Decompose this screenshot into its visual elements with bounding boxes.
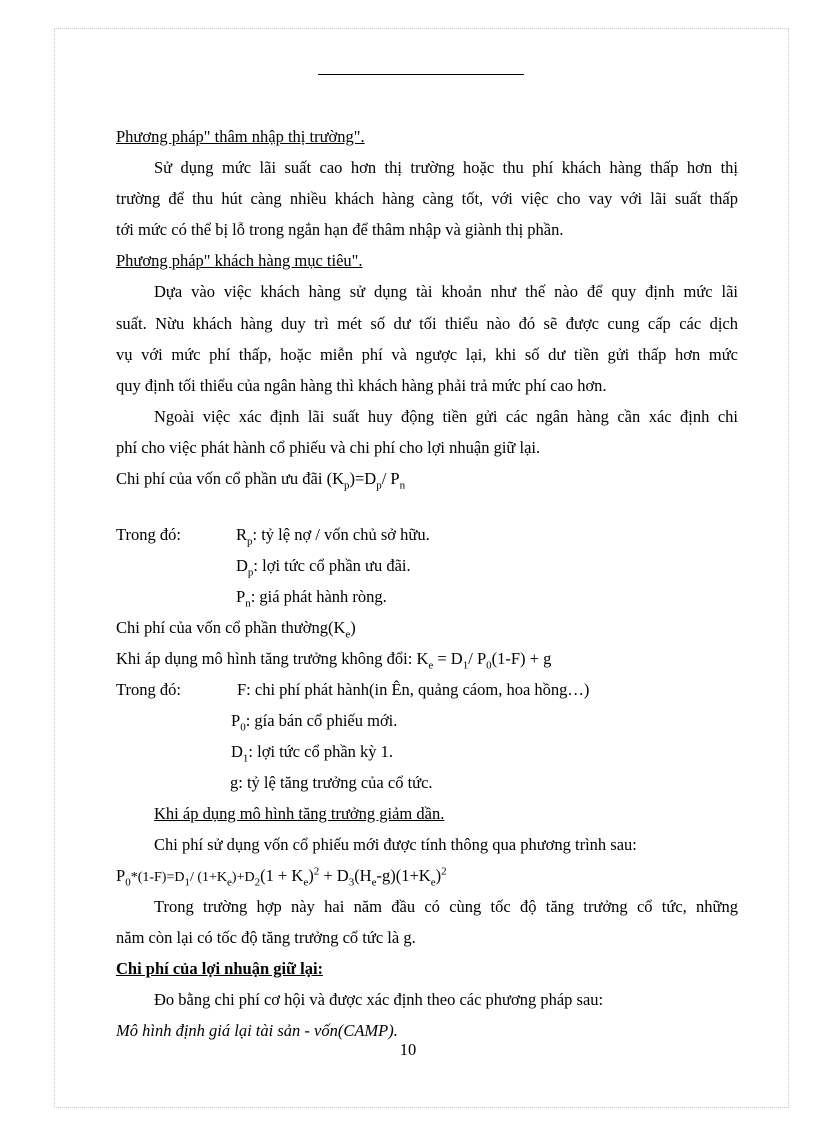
page-number: 10: [399, 1040, 417, 1059]
definition-g: g: tỷ lệ tăng trưởng của cổ tức.: [230, 773, 433, 792]
declining-growth-formula: $P_0*(1-F)=D_1/$ $(1+K_e)+D_2(1 + K_e)^2 + D_3(H_e-g)(1+K_e)^2$: [116, 865, 447, 889]
definition-p0: $P_0$: gía bán cổ phiếu mới.: [231, 711, 398, 734]
paragraph-line: tới mức có thể bị lỗ trong ngắn hạn để thâm nhập và giành thị phần.: [116, 220, 564, 239]
heading-target-customer: Phương pháp" khách hàng mục tiêu".: [116, 251, 363, 270]
header-rule: [318, 74, 524, 75]
constant-growth-formula: Khi áp dụng mô hình tăng trưởng không đổi: $K_e = D_1/$ $P_0(1-F) + g$: [116, 649, 552, 672]
paragraph-line: Đo bằng chi phí cơ hội và được xác định theo các phương pháp sau:: [154, 990, 604, 1009]
common-equity-cost: Chi phí của vốn cổ phần $thường(K_e)$: [116, 618, 356, 641]
definition-pn: $P_n$: giá phát hành ròng.: [236, 587, 387, 610]
paragraph-line: suất. Nừu khách hàng duy trì mét số dư tối thiểu nào đó sẽ được cung cấp các dịch: [116, 314, 738, 333]
paragraph-line: Ngoài việc xác định lãi suất huy động tiền gửi các ngân hàng cần xác định chi: [154, 407, 738, 426]
paragraph-line: Sử dụng mức lãi suất cao hơn thị trường hoặc thu phí khách hàng thấp hơn thị: [154, 158, 738, 177]
paragraph-line: Dựa vào việc khách hàng sử dụng tài khoản như thế nào để quy định mức lãi: [154, 282, 738, 301]
heading-penetration: Phương pháp" thâm nhập thị trường".: [116, 127, 365, 146]
paragraph-line: Chi phí sử dụng vốn cổ phiếu mới được tính thông qua phương trình sau:: [154, 835, 637, 854]
where-label: Trong đó:: [116, 680, 181, 699]
preferred-cost-formula: Chi phí của vốn cổ phần ưu đãi $(K_p)=D_p/$ $P_n$: [116, 469, 406, 492]
definition-f: F: chi phí phát hành(in Ên, quảng cáom, hoa hồng…): [237, 680, 590, 699]
definition-d1: $D_1$: lợi tức cổ phần kỳ 1.: [231, 742, 394, 765]
paragraph-line: quy định tối thiểu của ngân hàng thì khách hàng phải trả mức phí cao hơn.: [116, 376, 607, 395]
where-label: Trong đó:: [116, 525, 181, 544]
camp-model-line: Mô hình định giá lại tài sản - vốn(CAMP).: [116, 1021, 398, 1040]
heading-declining-growth: Khi áp dụng mô hình tăng trưởng giảm dần.: [154, 804, 445, 823]
paragraph-line: năm còn lại có tốc độ tăng trưởng cổ tức là g.: [116, 928, 416, 947]
paragraph-line: vụ với mức phí thấp, hoặc miễn phí và ngược lại, khi số dư tiền gửi thấp hơn mức: [116, 345, 738, 364]
heading-retained-earnings: Chi phí của lợi nhuận giữ lại:: [116, 959, 324, 978]
paragraph-line: phí cho việc phát hành cổ phiếu và chi phí cho lợi nhuận giữ lại.: [116, 438, 541, 457]
definition-dp: $D_p$: lợi tức cổ phần ưu đãi.: [236, 556, 411, 579]
paragraph-line: Trong trường hợp này hai năm đầu có cùng tốc độ tăng trưởng cổ tức, những: [154, 897, 738, 916]
definition-rp: $R_p$: tỷ lệ nợ / vốn chủ sở hữu.: [236, 525, 430, 548]
paragraph-line: trường để thu hút càng nhiều khách hàng càng tốt, với việc cho vay với lãi suất thấp: [116, 189, 738, 208]
